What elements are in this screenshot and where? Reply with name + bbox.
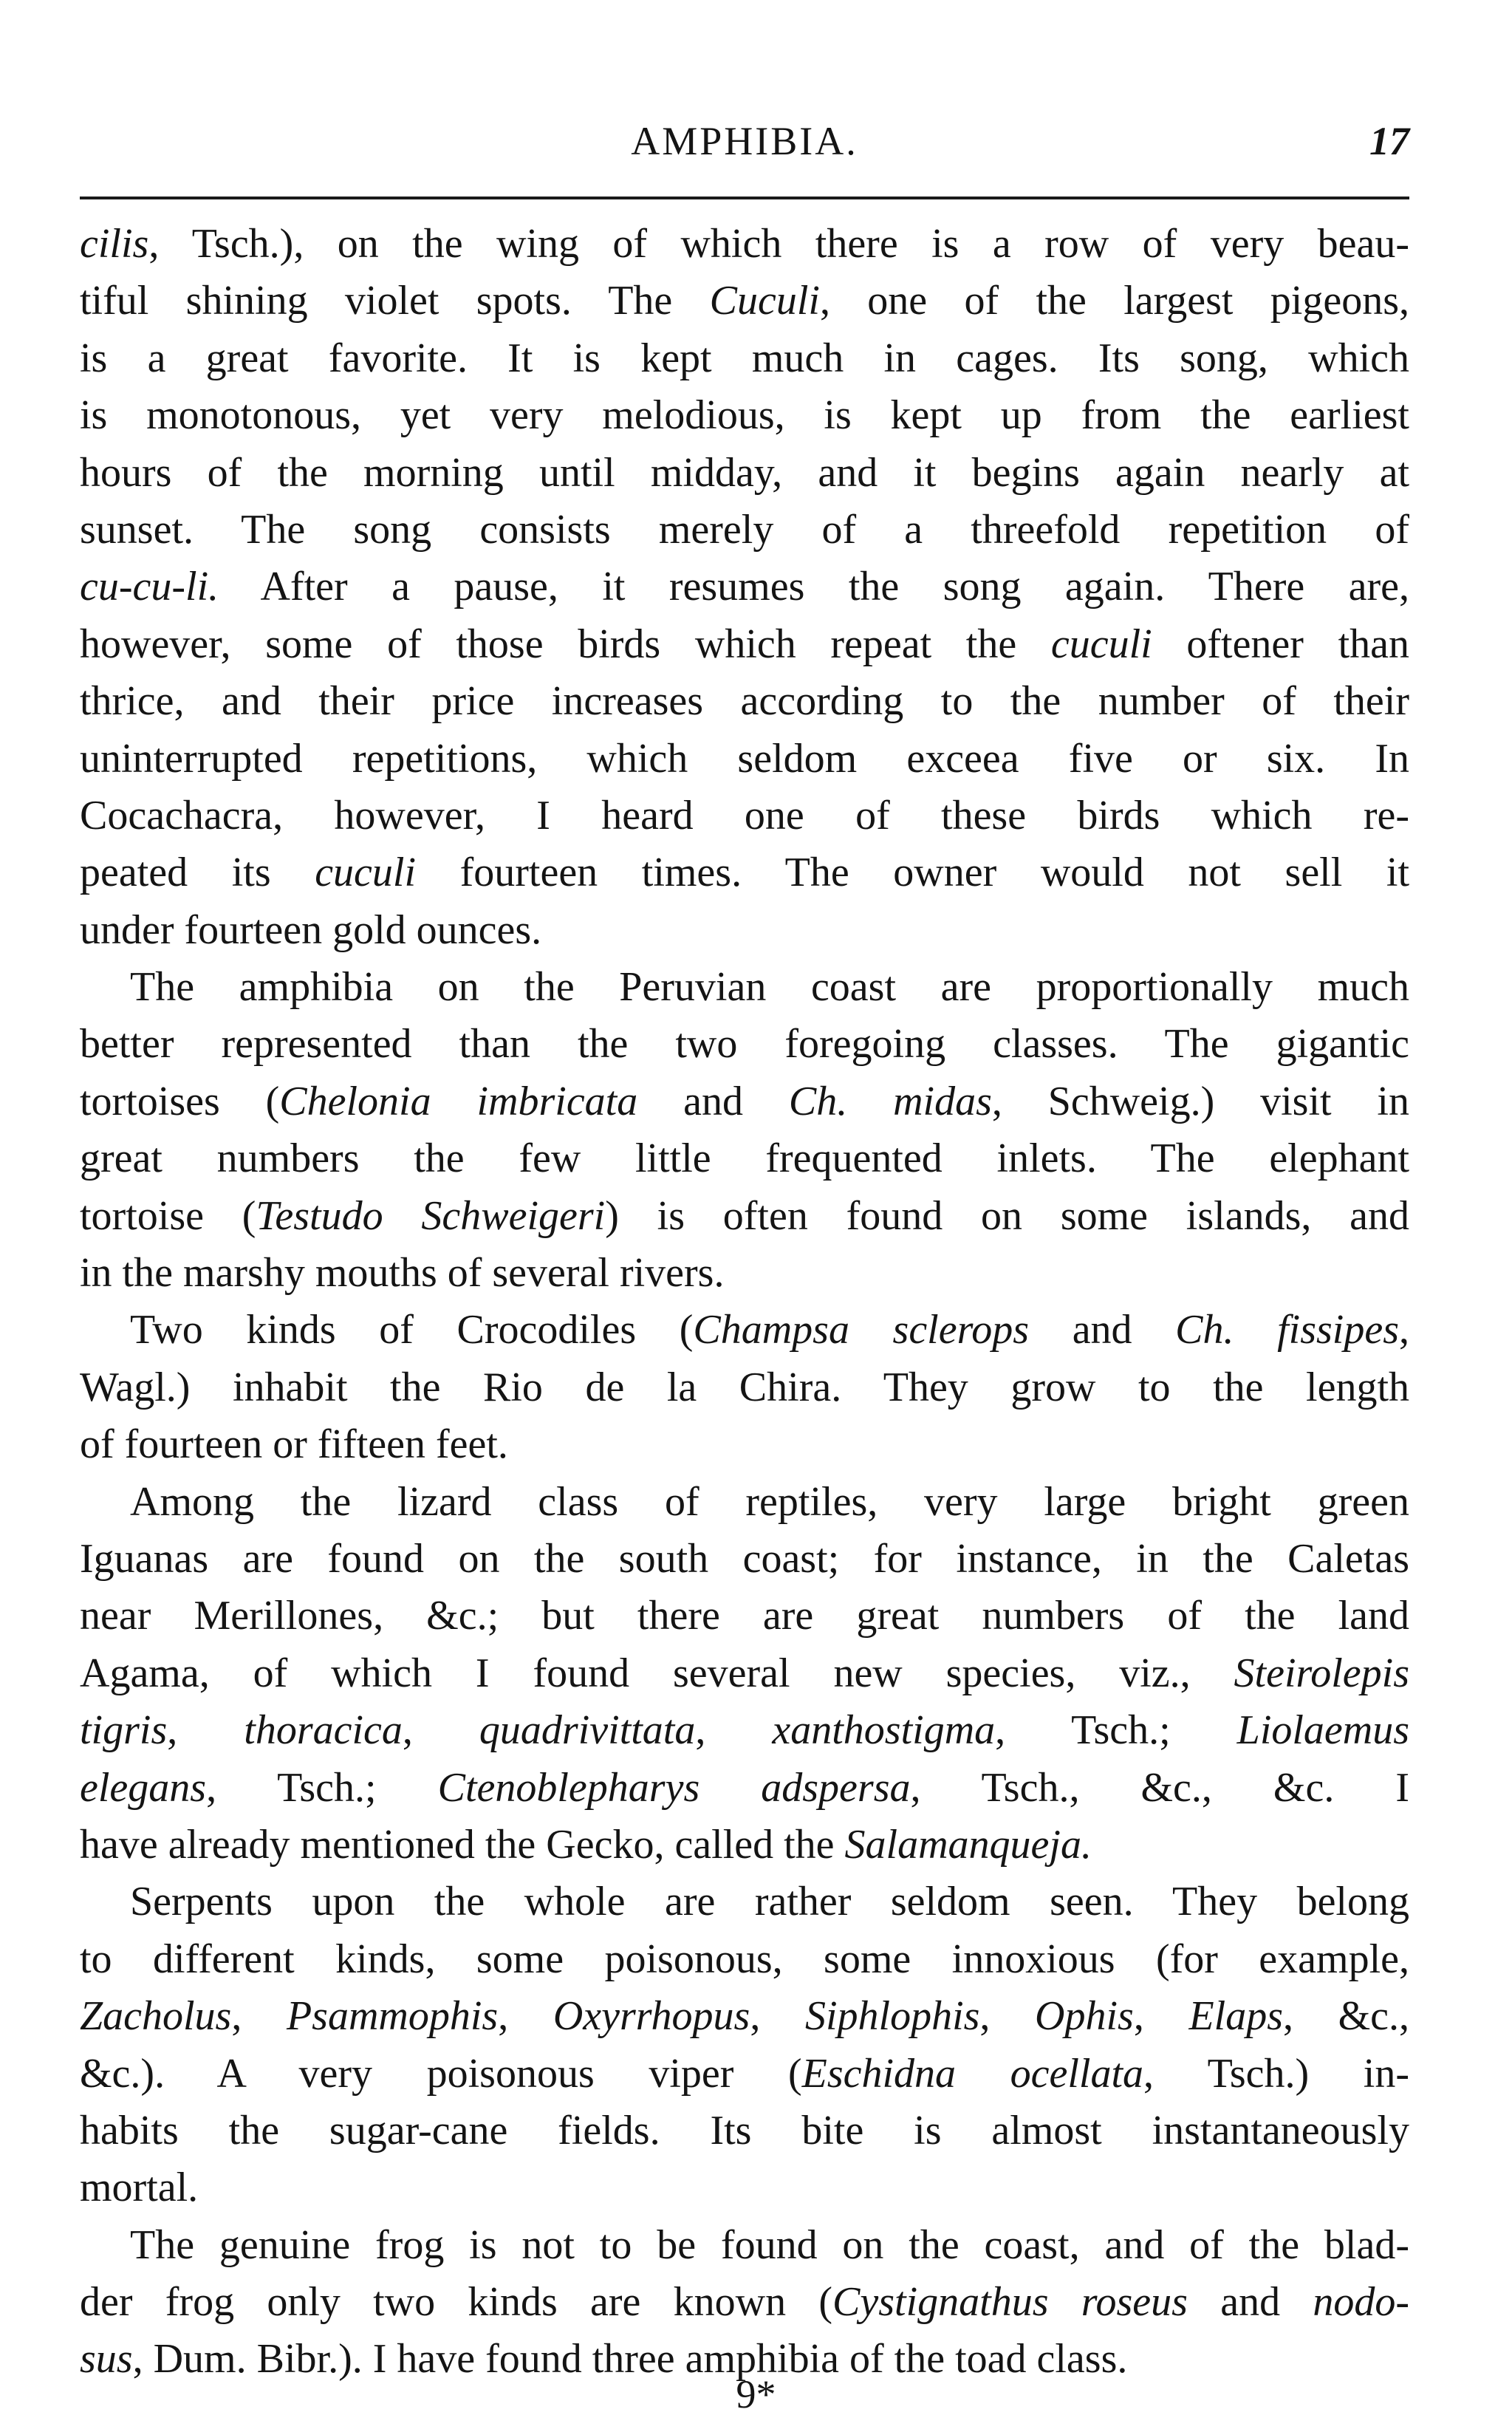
text-line: elegans, Tsch.; Ctenoblepharys adspersa, Tsch., &c., &c. I	[80, 1764, 1409, 1811]
text-line: &c.). A very poisonous viper (Eschidna ocellata, Tsch.) in-	[80, 2050, 1409, 2097]
text-line: however, some of those birds which repeat the cuculi oftener than	[80, 621, 1410, 667]
text-line: of fourteen or fifteen feet.	[80, 1421, 508, 1468]
text-line: sunset. The song consists merely of a threefold repetition of	[80, 506, 1409, 553]
text-line: Cocachacra, however, I heard one of these birds which re-	[80, 792, 1409, 838]
running-title: AMPHIBIA.	[631, 119, 858, 163]
text-line: Serpents upon the whole are rather seldom seen. They belong	[130, 1879, 1409, 1925]
header-rule	[80, 197, 1409, 199]
text-line: The genuine frog is not to be found on the coast, and of the blad-	[130, 2221, 1409, 2268]
text-line: Wagl.) inhabit the Rio de la Chira. They grow to the length	[80, 1364, 1409, 1410]
text-line: near Merillones, &c.; but there are great numbers of the land	[80, 1593, 1409, 1639]
text-line: better represented than the two foregoing classes. The gigantic	[80, 1021, 1409, 1068]
text-line: thrice, and their price increases according to the number of their	[80, 678, 1409, 725]
text-line: in the marshy mouths of several rivers.	[80, 1250, 725, 1297]
text-line: is a great favorite. It is kept much in cages. Its song, which	[80, 335, 1409, 381]
running-header	[80, 118, 1409, 177]
text-line: sus, Dum. Bibr.). I have found three amphibia of the toad class.	[80, 2336, 1128, 2383]
text-line: to different kinds, some poisonous, some innoxious (for example,	[80, 1936, 1409, 1982]
text-line: The amphibia on the Peruvian coast are proportionally much	[130, 964, 1409, 1011]
text-line: tigris, thoracica, quadrivittata, xanthostigma, Tsch.; Liolaemus	[80, 1707, 1410, 1754]
text-line: tortoises (Chelonia imbricata and Ch. midas, Schweig.) visit in	[80, 1078, 1409, 1124]
text-line: cilis, Tsch.), on the wing of which there is a row of very beau-	[80, 221, 1409, 267]
text-line: peated its cuculi fourteen times. The owner would not sell it	[80, 850, 1409, 896]
text-line: tiful shining violet spots. The Cuculi, one of the largest pigeons,	[80, 278, 1409, 324]
text-line: hours of the morning until midday, and it begins again nearly at	[80, 449, 1409, 496]
page-number: 17	[1369, 119, 1409, 163]
text-line: mortal.	[80, 2165, 199, 2211]
text-line: habits the sugar-cane fields. Its bite is almost instantaneously	[80, 2107, 1409, 2153]
text-line: Iguanas are found on the south coast; for instance, in the Caletas	[80, 1535, 1409, 1582]
text-line: der frog only two kinds are known (Cystignathus roseus and nodo-	[80, 2279, 1410, 2326]
text-line: Agama, of which I found several new species, viz., Steirolepis	[80, 1650, 1409, 1696]
text-line: have already mentioned the Gecko, called the Salamanqueja.	[80, 1821, 1092, 1868]
text-line: Among the lizard class of reptiles, very large bright green	[130, 1478, 1409, 1525]
text-line: Two kinds of Crocodiles (Champsa sclerops and Ch. fissipes,	[130, 1307, 1409, 1353]
text-line: is monotonous, yet very melodious, is kept up from the earliest	[80, 392, 1409, 439]
text-line: tortoise (Testudo Schweigeri) is often found on some islands, and	[80, 1192, 1409, 1239]
text-line: uninterrupted repetitions, which seldom exceea five or six. In	[80, 735, 1409, 782]
text-line: cu-cu-li. After a pause, it resumes the song again. There are,	[80, 564, 1409, 610]
text-line: great numbers the few little frequented inlets. The elephant	[80, 1135, 1409, 1182]
body-text	[80, 216, 1409, 2388]
text-line: under fourteen gold ounces.	[80, 906, 542, 953]
text-line: Zacholus, Psammophis, Oxyrrhopus, Siphlophis, Ophis, Elaps, &c.,	[80, 1993, 1410, 2040]
signature-mark: 9*	[736, 2372, 776, 2416]
